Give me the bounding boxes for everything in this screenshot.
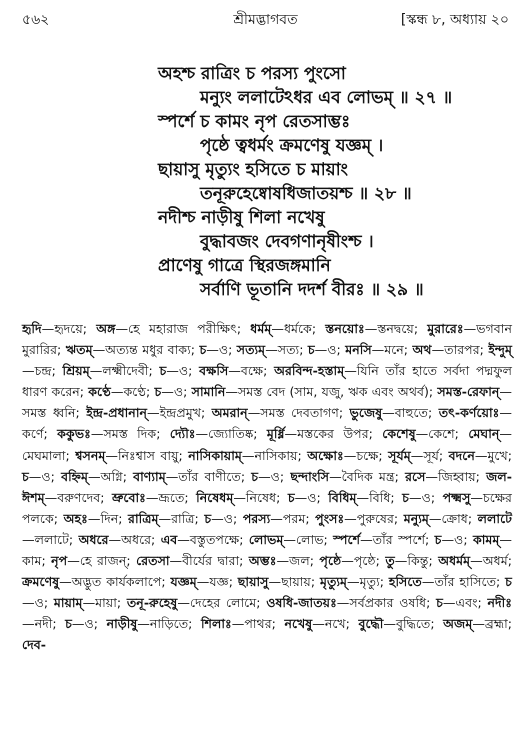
verse-line: নদীশ্চ নাড়ীষু শিলা নখেষু	[158, 208, 325, 228]
glossary-term: মেঘান্‌	[468, 426, 500, 442]
glossary-term: ধর্মম্‌	[250, 321, 272, 336]
glossary-meaning: তারপর;	[444, 342, 484, 358]
glossary-term: মূর্ধ্নি	[266, 426, 285, 442]
glossary-meaning: নিষেধ;	[245, 489, 281, 505]
verse-line: বুদ্ধাবজং দেবগণানৃষীংশ্চ ।	[200, 232, 374, 252]
glossary-meaning: তাঁর বাণীতে;	[178, 468, 246, 484]
glossary-meaning: ভ্রূতে;	[158, 489, 189, 505]
glossary-meaning: ও;	[421, 489, 436, 505]
glossary-entry: চ—ও;	[251, 468, 285, 484]
glossary-entry: অমরান্‌—সমস্ত দেবতাগণ;	[211, 405, 344, 421]
glossary-term: রাত্রিম্‌	[128, 510, 159, 526]
glossary-term: মুরারেঃ	[427, 321, 464, 336]
glossary-meaning: মুখে;	[487, 447, 513, 463]
verse-line: তনূরুহেষ্বোষধিজাতয়শ্চ ॥ ২৮ ॥	[200, 184, 412, 204]
glossary-entry: চ—ও;	[307, 342, 341, 358]
glossary-meaning: সমস্ত দেবতাগণ;	[260, 405, 344, 421]
glossary-entry: নখেষু—নখে;	[284, 616, 350, 632]
glossary-meaning: বুদ্ধিতে;	[395, 616, 435, 632]
glossary-entry: সামানি—সমস্ত বেদ (সাম, যজু, ঋক এবং অথর্ব);	[191, 384, 434, 400]
glossary-term: চ	[159, 363, 167, 379]
glossary-term: নৃপ	[51, 553, 68, 569]
glossary-entry: শ্রিয়ম্‌—লক্ষ্মীদেবী;	[62, 363, 153, 379]
glossary-entry: মূর্ধ্নি—মস্তকের উপর;	[266, 426, 373, 442]
glossary-entry: চ—ও;	[22, 574, 512, 611]
glossary-term: হৃদি	[22, 321, 42, 336]
glossary-meaning: বিধি;	[369, 489, 395, 505]
glossary-meaning: মনে;	[384, 342, 409, 358]
glossary-term: কেশেষু	[382, 426, 416, 442]
verse-line: ছায়াসু মৃত্যুং হসিতে চ মায়াং	[158, 160, 348, 180]
glossary-term: শ্রিয়ম্‌	[62, 363, 90, 379]
glossary-meaning: হে মহারাজ পরীক্ষিৎ;	[128, 321, 242, 336]
glossary-entry: অধর্মম্‌—অধর্ম;	[438, 553, 512, 569]
glossary-term: অরবিন্দ-হস্তাম্‌	[274, 363, 345, 379]
glossary-meaning: জল;	[289, 553, 314, 569]
glossary-entry: সত্যম্‌—সত্য;	[236, 342, 304, 358]
glossary-entry: ককুভঃ—সমস্ত দিক;	[57, 426, 161, 442]
glossary-entry: নদীঃ—নদী;	[22, 595, 512, 632]
glossary-entry: হৃদি—হৃদয়ে;	[22, 321, 87, 336]
glossary-term: নিষেধম্‌	[196, 489, 234, 505]
glossary-term: অধর্মম্‌	[438, 553, 471, 569]
glossary-meaning: ললাটে;	[34, 531, 74, 547]
glossary-term: বহ্নিম্‌	[61, 468, 89, 484]
glossary-entry: শিলাঃ—পাথর;	[200, 616, 276, 632]
glossary-term: চ	[154, 384, 162, 400]
glossary-term: অমরান্‌	[211, 405, 248, 421]
glossary-meaning: কাম;	[22, 553, 46, 569]
glossary-entry: যজ্ঞম্‌—যজ্ঞ;	[170, 574, 233, 590]
glossary-entry: নিষেধম্‌—নিষেধ;	[196, 489, 281, 505]
glossary-entry: চ—ও;	[22, 468, 55, 484]
glossary-meaning: লোভ;	[295, 531, 328, 547]
glossary-meaning: দিন;	[100, 510, 123, 526]
glossary-entry: ইন্দ্র-প্রধানান্‌—ইন্দ্রপ্রমুখ;	[86, 405, 206, 421]
glossary-term: কণ্ঠে	[88, 384, 111, 400]
glossary-entry: মেঘান্‌—মেঘমালা;	[22, 426, 512, 463]
glossary-entry: সমস্ত-রেফান্‌—সমস্ত ধ্বনি;	[22, 384, 512, 421]
word-for-word-glossary	[22, 318, 512, 656]
glossary-entry: অধরে—অধরে;	[78, 531, 156, 547]
glossary-entry: অথ—তারপর;	[412, 342, 484, 358]
glossary-meaning: সর্বপ্রকার ওষধি;	[349, 595, 431, 611]
glossary-entry: মুরারেঃ—ভগবান মুরারির;	[22, 321, 512, 358]
glossary-entry: ধর্মম্‌—ধর্মকে;	[250, 321, 317, 336]
glossary-meaning: ব্রহ্মা;	[484, 616, 512, 632]
glossary-term: তৎ-কর্ণয়োঃ	[438, 405, 500, 421]
glossary-term: জল-ঈশম্‌	[22, 468, 512, 505]
glossary-term: মনসি	[345, 342, 372, 358]
glossary-entry: অরবিন্দ-হস্তাম্‌—যিনি তাঁর হাতে সর্বদা পদ্মফুল ধারণ করেন;	[22, 363, 512, 400]
glossary-term: নাসিকায়াম্‌	[188, 447, 242, 463]
glossary-meaning: নাসিকায়;	[254, 447, 302, 463]
glossary-term: স্পর্শে	[333, 531, 361, 547]
glossary-meaning: ক্রোধ;	[441, 510, 473, 526]
glossary-entry: দ্যৌঃ—জ্যোতিষ্ক;	[169, 426, 258, 442]
glossary-term: সত্যম্‌	[236, 342, 266, 358]
glossary-meaning: অত্যন্ত মধুর বাক্য;	[105, 342, 196, 358]
glossary-term: চ	[434, 531, 442, 547]
glossary-term: সমস্ত-রেফান্‌	[437, 384, 500, 400]
glossary-meaning: কিন্তু;	[407, 553, 433, 569]
page-header	[22, 8, 509, 30]
glossary-term: ইন্দুম্‌	[488, 342, 512, 358]
glossary-entry: তনূ-রুহেষু—দেহের লোমে;	[126, 595, 261, 611]
glossary-entry: নাসিকায়াম্‌—নাসিকায়;	[188, 447, 302, 463]
glossary-entry: বুদ্ধৌ—বুদ্ধিতে;	[358, 616, 435, 632]
glossary-entry: চ—ও;	[434, 531, 468, 547]
glossary-entry: বক্ষসি—বক্ষে;	[199, 363, 268, 379]
glossary-meaning: হে রাজন্‌;	[79, 553, 131, 569]
glossary-meaning: ছায়ায়;	[281, 574, 316, 590]
glossary-meaning: নাড়িতে;	[149, 616, 193, 632]
glossary-entry: চ—ও;	[287, 489, 321, 505]
glossary-entry: কেশেষু—কেশে;	[382, 426, 459, 442]
glossary-meaning: কর্ণে;	[22, 426, 48, 442]
glossary-meaning: চন্দ্র;	[34, 363, 56, 379]
glossary-entry: অজম্‌—ব্রহ্মা;	[443, 616, 512, 632]
glossary-term: চ	[307, 342, 315, 358]
glossary-term: অথ	[412, 342, 432, 358]
verse-line: সর্বাণি ভূতানি দদর্শ বীরঃ ॥ ২৯ ॥	[200, 280, 424, 300]
verse-line: পৃষ্ঠে ত্বধর্মং ক্রমণেষু যজ্ঞম্‌ ।	[200, 136, 384, 156]
glossary-entry: ক্রমণেষু—অদ্ভুত কার্যকলাপে;	[22, 574, 166, 590]
glossary-entry: সূর্যম্‌—সূর্য;	[388, 447, 444, 463]
glossary-term: বক্ষসি	[199, 363, 229, 379]
glossary-term: অক্ষোঃ	[307, 447, 344, 463]
glossary-meaning: হৃদয়ে;	[54, 321, 87, 336]
glossary-meaning: ও;	[41, 468, 55, 484]
glossary-meaning: রাত্রি;	[171, 510, 199, 526]
glossary-entry: কণ্ঠে—কণ্ঠে;	[88, 384, 151, 400]
glossary-meaning: সমস্ত দিক;	[103, 426, 161, 442]
glossary-term: বুদ্ধৌ	[358, 616, 384, 632]
glossary-entry: চ—ও;	[159, 363, 193, 379]
glossary-meaning: মৃত্যু;	[359, 574, 384, 590]
glossary-meaning: সমস্ত বেদ (সাম, যজু, ঋক এবং অথর্ব);	[237, 384, 434, 400]
glossary-term: ঋতম্‌	[65, 342, 93, 358]
glossary-term: কামম্‌	[472, 531, 500, 547]
glossary-meaning: তাঁর স্পর্শে;	[372, 531, 430, 547]
glossary-term: সূর্যম্‌	[388, 447, 411, 463]
glossary-term: চ	[436, 595, 443, 611]
glossary-term: শিলাঃ	[200, 616, 232, 632]
glossary-meaning: ও;	[270, 468, 285, 484]
glossary-entry: ওষধি-জাতয়ঃ—সর্বপ্রকার ওষধি;	[266, 595, 431, 611]
glossary-meaning: চক্ষে;	[356, 447, 383, 463]
glossary-term: বাণ্যাম্‌	[133, 468, 166, 484]
glossary-meaning: মস্তকের উপর;	[297, 426, 373, 442]
glossary-term: চ	[402, 489, 409, 505]
glossary-meaning: বীর্যের দ্বারা;	[182, 553, 244, 569]
glossary-meaning: পাথর;	[244, 616, 276, 632]
page-number: ৫৬২	[22, 12, 50, 28]
glossary-meaning: অধর্ম;	[482, 553, 512, 569]
glossary-entry: স্তনয়োঃ—স্তনদ্বয়ে;	[325, 321, 419, 336]
glossary-term: চ	[251, 468, 259, 484]
glossary-entry: ভ্রুবোঃ—ভ্রূতে;	[111, 489, 189, 505]
glossary-entry: শ্বসনম্‌—নিঃশ্বাস বায়ু;	[75, 447, 183, 463]
glossary-meaning: লক্ষ্মীদেবী;	[102, 363, 153, 379]
glossary-meaning: ও;	[218, 342, 233, 358]
glossary-term: মন্যুম্‌	[403, 510, 429, 526]
glossary-term: হসিতে	[388, 574, 422, 590]
glossary-meaning: পরম;	[282, 510, 310, 526]
glossary-entry: তৎ-কর্ণয়োঃ—কর্ণে;	[22, 405, 512, 442]
glossary-meaning: অগ্নি;	[100, 468, 127, 484]
glossary-meaning: ও;	[223, 510, 238, 526]
glossary-meaning: যজ্ঞ;	[209, 574, 233, 590]
glossary-term: ক্রমণেষু	[22, 574, 60, 590]
glossary-entry: ইন্দুম্‌—চন্দ্র;	[22, 342, 512, 379]
glossary-meaning: সত্য;	[277, 342, 304, 358]
glossary-meaning: নখে;	[324, 616, 350, 632]
glossary-entry: মৃত্যুম্‌—মৃত্যু;	[319, 574, 384, 590]
glossary-entry: অহঃ—দিন;	[63, 510, 123, 526]
glossary-term: তু	[385, 553, 395, 569]
glossary-entry: পৃষ্ঠে—পৃষ্ঠে;	[319, 553, 380, 569]
glossary-term: রেতসা	[136, 553, 170, 569]
glossary-entry: বহ্নিম্‌—অগ্নি;	[61, 468, 127, 484]
glossary-entry: নাড়ীষু—নাড়িতে;	[106, 616, 193, 632]
glossary-term: ছায়াসু	[237, 574, 269, 590]
glossary-entry: নৃপ—হে রাজন্‌;	[51, 553, 131, 569]
glossary-term: রসে	[405, 468, 426, 484]
glossary-meaning: মেঘমালা;	[22, 447, 70, 463]
glossary-term: এব	[160, 531, 178, 547]
glossary-meaning: ধর্মকে;	[283, 321, 317, 336]
glossary-term: পক্ষ্মসু	[442, 489, 471, 505]
glossary-meaning: তাঁর হাসিতে;	[434, 574, 501, 590]
glossary-entry: এব—বস্তুতপক্ষে;	[160, 531, 244, 547]
glossary-entry: লোভম্‌—লোভ;	[248, 531, 328, 547]
glossary-meaning: ও;	[84, 616, 99, 632]
glossary-term: মায়াম্‌	[53, 595, 83, 611]
glossary-meaning: সূর্য;	[423, 447, 444, 463]
glossary-entry: বিধিম্‌—বিধি;	[328, 489, 395, 505]
glossary-meaning: পৃষ্ঠে;	[353, 553, 380, 569]
glossary-entry: রসে—জিহ্বায়;	[405, 468, 480, 484]
glossary-meaning: জ্যোতিষ্ক;	[208, 426, 258, 442]
glossary-meaning: সমস্ত ধ্বনি;	[22, 405, 80, 421]
glossary-term: চ	[22, 468, 29, 484]
glossary-term: চ	[65, 616, 72, 632]
glossary-term: পুংসঃ	[315, 510, 345, 526]
glossary-meaning: ও;	[173, 384, 188, 400]
glossary-term: ছন্দাংসি	[290, 468, 330, 484]
glossary-meaning: বস্তুতপক্ষে;	[189, 531, 244, 547]
glossary-term: ভ্রুবোঃ	[111, 489, 146, 505]
glossary-term: ভুজেষু	[349, 405, 383, 421]
glossary-term: অহঃ	[63, 510, 88, 526]
glossary-term: শ্বসনম্‌	[75, 447, 106, 463]
glossary-term: নখেষু	[284, 616, 313, 632]
glossary-term: চ	[505, 574, 512, 590]
glossary-entry: বাণ্যাম্‌—তাঁর বাণীতে;	[133, 468, 246, 484]
glossary-meaning: ও;	[307, 489, 321, 505]
glossary-term: ককুভঃ	[57, 426, 91, 442]
glossary-meaning: বৈদিক মন্ত্র;	[341, 468, 399, 484]
glossary-meaning: নিঃশ্বাস বায়ু;	[117, 447, 183, 463]
glossary-term: পৃষ্ঠে	[319, 553, 342, 569]
glossary-meaning: বাহুতে;	[394, 405, 433, 421]
glossary-meaning: ও;	[454, 531, 468, 547]
glossary-meaning: মায়া;	[95, 595, 122, 611]
glossary-meaning: বরুণদেব;	[57, 489, 105, 505]
glossary-entry: পুংসঃ—পুরুষের;	[315, 510, 399, 526]
glossary-term: ওষধি-জাতয়ঃ	[266, 595, 337, 611]
glossary-term: চ	[204, 510, 212, 526]
glossary-term: চ	[287, 489, 295, 505]
glossary-meaning: কণ্ঠে;	[123, 384, 151, 400]
glossary-meaning: নদী;	[34, 616, 57, 632]
glossary-term: অধরে	[78, 531, 109, 547]
glossary-entry: অম্ভঃ—জল;	[248, 553, 314, 569]
glossary-entry: রেতসা—বীর্যের দ্বারা;	[136, 553, 244, 569]
glossary-entry: অঙ্গ—হে মহারাজ পরীক্ষিৎ;	[96, 321, 242, 336]
glossary-entry: পরস্য—পরম;	[242, 510, 310, 526]
glossary-entry: রাত্রিম্‌—রাত্রি;	[128, 510, 199, 526]
glossary-meaning: কেশে;	[428, 426, 459, 442]
glossary-entry: হসিতে—তাঁর হাসিতে;	[388, 574, 501, 590]
glossary-term: সামানি	[191, 384, 226, 400]
glossary-entry: মায়াম্‌—মায়া;	[53, 595, 122, 611]
glossary-entry: পক্ষ্মসু—চক্ষের পলকে;	[22, 489, 512, 526]
section-reference: [স্কন্ধ ৮, অধ্যায় ২০	[400, 12, 509, 28]
verse-line: মন্যুং ললাটেঽধর এব লোভম্‌ ॥ ২৭ ॥	[200, 88, 453, 108]
glossary-meaning: ও;	[327, 342, 341, 358]
glossary-term: স্তনয়োঃ	[325, 321, 365, 336]
glossary-entry: চ—ও;	[199, 342, 233, 358]
glossary-meaning: দেহের লোমে;	[189, 595, 261, 611]
glossary-term: নদীঃ	[487, 595, 512, 611]
verse-line: প্রাণেষু গাত্রে স্থিরজঙ্গমানি	[158, 256, 331, 276]
glossary-entry: তু—কিন্তু;	[385, 553, 433, 569]
glossary-meaning: পুরুষের;	[356, 510, 399, 526]
glossary-entry: মন্যুম্‌—ক্রোধ;	[403, 510, 473, 526]
glossary-entry: মনসি—মনে;	[345, 342, 409, 358]
glossary-term: অজম্‌	[443, 616, 473, 632]
glossary-term: লোভম্‌	[248, 531, 284, 547]
glossary-meaning: যিনি তাঁর হাতে সর্বদা পদ্মফুল ধারণ করেন;	[22, 363, 512, 400]
glossary-entry: ঋতম্‌—অত্যন্ত মধুর বাক্য;	[65, 342, 196, 358]
glossary-entry: চ—ও;	[204, 510, 238, 526]
glossary-term: পরস্য	[242, 510, 271, 526]
glossary-meaning: স্তনদ্বয়ে;	[377, 321, 419, 336]
verse-line: স্পর্শে চ কামং নৃপ রেতসাম্ভঃ	[158, 112, 351, 132]
glossary-entry: ছায়াসু—ছায়ায়;	[237, 574, 316, 590]
glossary-meaning: বক্ষে;	[240, 363, 268, 379]
glossary-term: ইন্দ্র-প্রধানান্‌	[86, 405, 147, 421]
glossary-term: যজ্ঞম্‌	[170, 574, 197, 590]
glossary-meaning: এবং;	[455, 595, 482, 611]
glossary-entry: অক্ষোঃ—চক্ষে;	[307, 447, 383, 463]
glossary-entry: জল-ঈশম্‌—বরুণদেব;	[22, 468, 512, 505]
glossary-entry: চ—ও;	[65, 616, 99, 632]
glossary-entry: ভুজেষু—বাহুতে;	[349, 405, 433, 421]
glossary-entry: বদনে—মুখে;	[448, 447, 513, 463]
glossary-meaning: ইন্দ্রপ্রমুখ;	[159, 405, 206, 421]
glossary-entry: চ—এবং;	[436, 595, 482, 611]
glossary-term: দেব-	[22, 637, 46, 653]
glossary-entry: চ—ও;	[154, 384, 188, 400]
glossary-term: বদনে	[448, 447, 475, 463]
glossary-entry: ছন্দাংসি—বৈদিক মন্ত্র;	[290, 468, 399, 484]
book-title: শ্রীমদ্ভাগবত	[233, 12, 298, 28]
glossary-meaning: ও;	[34, 595, 49, 611]
glossary-term: নাড়ীষু	[106, 616, 138, 632]
glossary-entry: চ—ও;	[402, 489, 436, 505]
glossary-meaning: ভগবান মুরারির;	[22, 321, 512, 358]
glossary-meaning: অদ্ভুত কার্যকলাপে;	[71, 574, 166, 590]
glossary-entry: ললাটে—ললাটে;	[22, 510, 512, 547]
glossary-entry: কামম্‌—কাম;	[22, 531, 512, 569]
glossary-meaning: ও;	[178, 363, 193, 379]
glossary-term: দ্যৌঃ	[169, 426, 196, 442]
glossary-term: বিধিম্‌	[328, 489, 357, 505]
glossary-entry: স্পর্শে—তাঁর স্পর্শে;	[333, 531, 430, 547]
glossary-entry	[22, 637, 46, 652]
glossary-term: ললাটে	[477, 510, 512, 526]
glossary-term: মৃত্যুম্‌	[319, 574, 348, 590]
glossary-meaning: অধরে;	[121, 531, 156, 547]
glossary-term: তনূ-রুহেষু	[126, 595, 178, 611]
glossary-term: চ	[199, 342, 207, 358]
glossary-term: অম্ভঃ	[248, 553, 277, 569]
glossary-meaning: জিহ্বায়;	[437, 468, 480, 484]
glossary-meaning: চক্ষের পলকে;	[22, 489, 512, 526]
verse-line: অহশ্চ রাত্রিং চ পরস্য পুংসো	[158, 64, 346, 84]
glossary-term: অঙ্গ	[96, 321, 116, 336]
